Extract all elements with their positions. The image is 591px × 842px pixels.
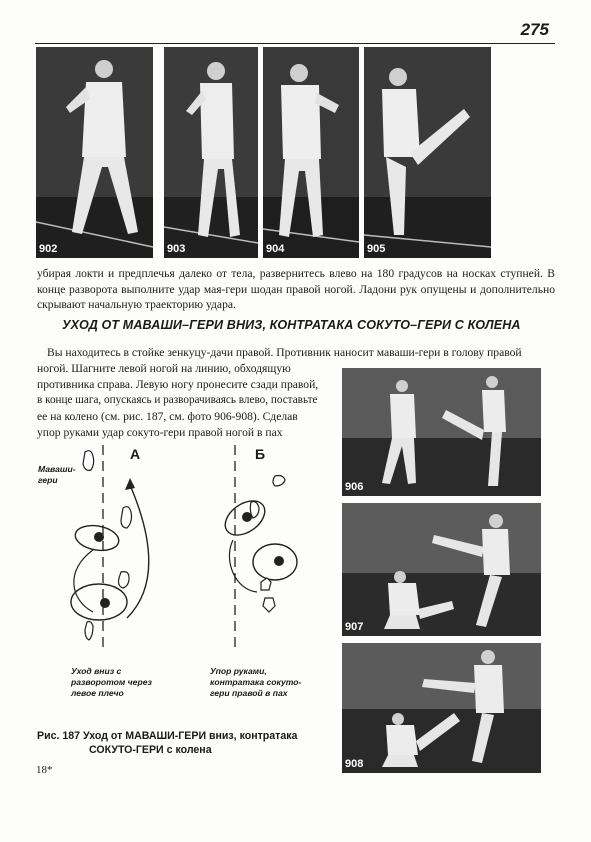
intro-paragraph: убирая локти и предплечья далеко от тела, развернитесь влево на 180 градусов на носках ступней. В конце разворота выполните удар мая-гери шодан правой ногой. Ладони рук опущены и дополнительно скрывают начальную траекторию удара. [37,267,555,311]
photo-906 [342,368,541,496]
photo-904-scene [263,47,359,258]
body-first-line: Вы находитесь в стойке зенкуцу-дачи правой. Противник наносит маваши-гери в голову правой [47,346,522,359]
photo-903 [164,47,258,258]
foot-mark [119,572,130,588]
photo-905-scene [364,47,491,258]
photo-904 [263,47,359,258]
photo-908-scene [342,643,541,773]
arrow-head [125,478,135,490]
photo-902 [36,47,153,258]
body-line: ее на колено (см. рис. 187, см. фото 906-908). Сделав [37,410,298,423]
photo-908 [342,643,541,773]
diagram-label-b: Б [255,446,266,462]
photo-907 [342,503,541,636]
signature-mark: 18* [36,764,53,776]
page-number: 275 [520,20,549,39]
foot-mark [250,502,259,518]
foot-mark [121,507,132,528]
figure-head [274,556,284,566]
kick-trajectory-arrow [127,485,149,618]
photo-label: 904 [266,243,285,255]
body-line: упор руками удар сокуто-гери правой ногой в пах [37,426,283,439]
hand-mark [261,578,271,590]
photo-902-scene [36,47,153,258]
figure-caption-line2: СОКУТО-ГЕРИ с колена [89,744,212,756]
photo-label: 907 [345,621,364,633]
section-heading: УХОД ОТ МАВАШИ–ГЕРИ ВНИЗ, КОНТРАТАКА СОКУТО–ГЕРИ С КОЛЕНА [62,318,521,332]
figure-outline [71,584,127,620]
mawashi-label: Маваши- гери [38,464,76,485]
figure-caption-line1: Рис. 187 Уход от МАВАШИ-ГЕРИ вниз, контратака [37,730,298,742]
hand-mark [263,598,275,612]
photo-903-scene [164,47,258,258]
diagram-label-a: А [130,446,141,462]
figure-head [94,532,104,542]
header-rule [35,43,555,44]
photo-907-scene [342,503,541,636]
body-line: в конце шага, опускаясь и разворачиваясь влево, поставьте [37,394,318,406]
foot-mark [273,476,285,487]
body-line: ногой. Шагните левой ногой на линию, обходящую [37,362,291,375]
photo-label: 903 [167,243,186,255]
movement-arrow [74,550,93,612]
body-line: противника справа. Левую ногу пронесите сзади правой, [37,378,319,391]
foot-mark [85,622,93,641]
note-a: Уход вниз с разворотом через левое плечо [71,666,152,698]
photo-906-scene [342,368,541,496]
photo-label: 906 [345,481,364,493]
footwork-diagram [35,440,335,700]
photo-label: 908 [345,758,364,770]
photo-label: 902 [39,243,58,255]
photo-label: 905 [367,243,386,255]
foot-mark [83,451,94,471]
photo-905 [364,47,491,258]
figure-head [100,598,110,608]
note-b: Упор руками, контратака сокуто- гери правой в пах [210,666,302,698]
